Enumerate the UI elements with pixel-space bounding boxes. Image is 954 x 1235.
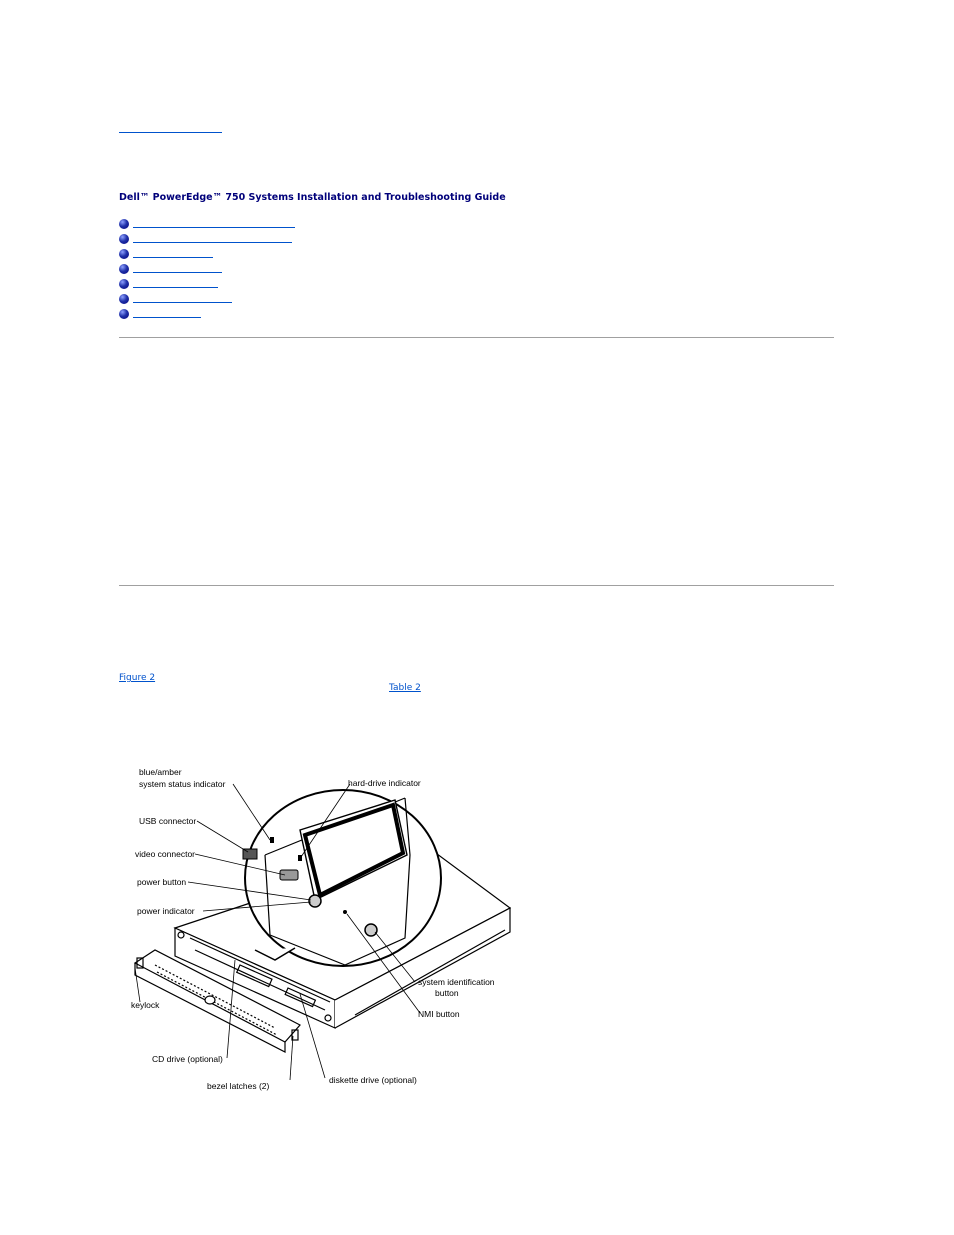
label-usb-connector: USB connector [139,816,197,826]
label-diskette-drive: diskette drive (optional) [329,1075,417,1085]
section-divider [119,337,834,338]
bullet-icon [119,249,129,259]
label-nmi-button: NMI button [418,1009,460,1019]
toc-link[interactable] [133,317,201,318]
toc-link[interactable] [133,302,232,303]
label-keylock: keylock [131,1000,160,1010]
toc-link[interactable] [133,287,218,288]
label-system-status-line1: blue/amber [139,767,182,777]
bullet-icon [119,264,129,274]
table-2-link[interactable]: Table 2 [389,683,421,693]
page-title: Dell™ PowerEdge™ 750 Systems Installation and Troubleshooting Guide [119,192,506,203]
section-divider [119,585,834,586]
label-system-status-line2: system status indicator [139,779,226,789]
label-hard-drive-indicator: hard-drive indicator [348,778,421,788]
magnified-view [243,790,441,966]
front-panel-figure [125,760,525,1095]
bullet-icon [119,309,129,319]
toc-link[interactable] [133,257,213,258]
label-cd-drive: CD drive (optional) [152,1054,223,1064]
toc-link[interactable] [133,272,222,273]
bullet-icon [119,294,129,304]
label-system-id-line1: system identification [418,977,495,987]
bullet-icon [119,279,129,289]
label-video-connector: video connector [135,849,196,859]
bullet-icon [119,234,129,244]
bullet-icon [119,219,129,229]
label-system-id-line2: button [435,988,459,998]
back-to-contents-link[interactable] [119,122,222,133]
figure-2-link[interactable]: Figure 2 [119,673,156,683]
label-bezel-latches: bezel latches (2) [207,1081,270,1091]
toc-link[interactable] [133,242,292,243]
label-power-indicator: power indicator [137,906,195,916]
label-power-button: power button [137,877,187,887]
toc-link[interactable] [133,227,295,228]
